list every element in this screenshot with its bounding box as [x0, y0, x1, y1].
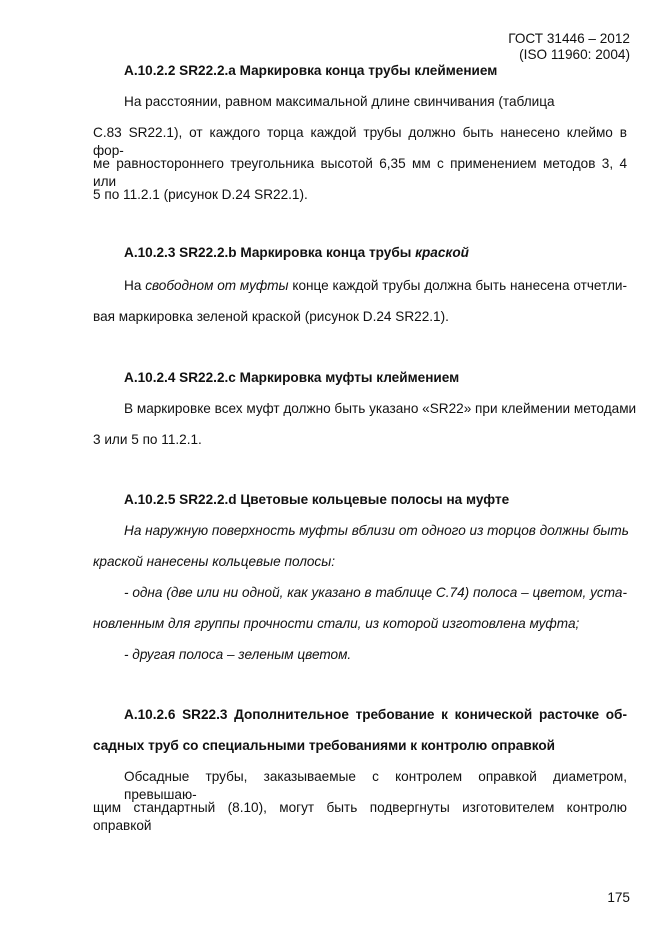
paragraph-line: щим стандартный (8.10), могут быть подвергнуты изготовителем контролю оправкой — [93, 800, 627, 833]
section-heading-sr22-2c: А.10.2.4 SR22.2.c Маркировка муфты клеймением — [124, 370, 460, 385]
text-run: конце каждой трубы должна быть нанесена отчетли- — [288, 278, 628, 293]
list-item: - одна (две или ни одной, как указано в таблице С.74) полоса – цветом, уста- — [124, 585, 627, 600]
paragraph-line: краской нанесены кольцевые полосы: — [93, 554, 336, 569]
list-item: - другая полоса – зеленым цветом. — [124, 647, 352, 662]
section-heading-sr22-2d: А.10.2.5 SR22.2.d Цветовые кольцевые полосы на муфте — [124, 492, 510, 507]
heading-text: А.10.2.3 SR22.2.b Маркировка конца трубы — [124, 245, 416, 260]
paragraph-line: Обсадные трубы, заказываемые с контролем оправкой диаметром, превышаю- — [124, 769, 627, 802]
paragraph-line: 5 по 11.2.1 (рисунок D.24 SR22.1). — [93, 187, 308, 202]
paragraph-line: В маркировке всех муфт должно быть указано «SR22» при клеймении методами — [124, 401, 637, 416]
paragraph-line — [124, 277, 627, 295]
italic-text-run: свободном от муфты — [145, 278, 289, 293]
paragraph-line: На расстоянии, равном максимальной длине свинчивания (таблица — [124, 94, 555, 109]
section-heading-sr22-3: А.10.2.6 SR22.3 Дополнительное требование к конической расточке об- — [124, 707, 627, 722]
text-run: На — [124, 278, 146, 293]
section-heading-sr22-2b — [124, 244, 627, 262]
page-number: 175 — [607, 890, 630, 905]
iso-reference: (ISO 11960: 2004) — [519, 47, 630, 62]
paragraph-line: 3 или 5 по 11.2.1. — [93, 432, 202, 447]
paragraph-line: С.83 SR22.1), от каждого торца каждой трубы должно быть нанесено клеймо в фор- — [93, 125, 627, 158]
list-item-continuation: новленным для группы прочности стали, из которой изготовлена муфта; — [93, 616, 580, 631]
heading-italic-text: краской — [415, 245, 469, 260]
page-header — [508, 31, 630, 63]
paragraph-line: ме равностороннего треугольника высотой 6,35 мм с применением методов 3, 4 или — [93, 156, 627, 189]
section-heading-sr22-2a: А.10.2.2 SR22.2.a Маркировка конца трубы клеймением — [124, 63, 498, 78]
paragraph-line: На наружную поверхность муфты вблизи от одного из торцов должны быть — [124, 523, 629, 538]
standard-number: ГОСТ 31446 – 2012 — [508, 31, 630, 46]
section-heading-sr22-3-cont: садных труб со специальными требованиями к контролю оправкой — [93, 738, 555, 753]
paragraph-line: вая маркировка зеленой краской (рисунок D.24 SR22.1). — [93, 309, 449, 324]
